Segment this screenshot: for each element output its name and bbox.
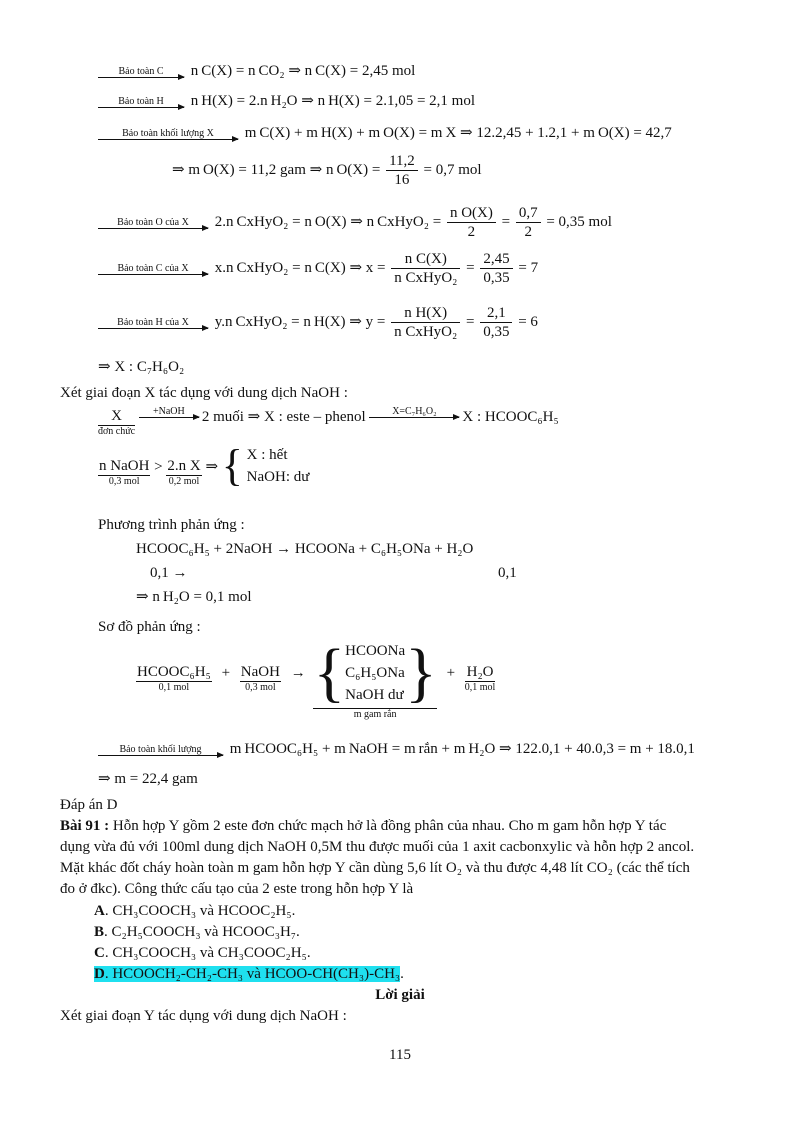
- arrow-label: Bảo toàn C của X: [117, 262, 189, 274]
- denominator: 2: [467, 224, 476, 240]
- equation: = 6: [518, 313, 538, 330]
- reaction-arrow: [98, 128, 238, 140]
- reaction-arrow: [139, 406, 199, 418]
- page-number: 115: [389, 1047, 411, 1063]
- equation: n H(X) = 2.n H₂O ⇒ n H(X) = 2.1,05 = 2,1 mol: [190, 93, 475, 109]
- option-text: . C₂H₅COOCH₃ và HCOOC₃H₇.: [104, 924, 300, 940]
- mass-result: ⇒ m = 22,4 gam: [98, 771, 198, 787]
- subheading: Phương trình phản ứng :: [98, 517, 245, 533]
- term: H₂O: [466, 664, 494, 680]
- product-mixture: { HCOONa C₆H₅ONa NaOH dư } m gam rắn: [313, 636, 437, 720]
- equation: x.n CxHyO₂ = n C(X) ⇒ x =: [214, 259, 386, 276]
- mass-balance-line: [98, 740, 695, 758]
- reaction-scheme: HCOOC₆H₅ 0,1 mol + NaOH 0,3 mol → { HCOONa C₆H₅ONa NaOH dư } m gam rắn + H₂O 0,1 mol: [137, 636, 496, 720]
- numerator: 2,45: [480, 250, 512, 269]
- reaction-arrow: [98, 263, 208, 275]
- question-title: Bài 91 :: [60, 818, 110, 834]
- subheading: Sơ đồ phản ứng :: [98, 619, 201, 635]
- section-heading: Xét giai đoạn X tác dụng với dung dịch NaOH :: [60, 385, 348, 401]
- conservation-h-line: [98, 92, 475, 110]
- conservation-c-line: [98, 62, 415, 80]
- underbrace-term: [465, 664, 496, 694]
- term: NaOH: [240, 664, 280, 680]
- underbrace-term: [98, 408, 135, 438]
- oxygen-mass-line: [172, 152, 482, 189]
- option-key: A: [94, 903, 105, 919]
- numerator: 11,2: [386, 152, 418, 171]
- question-line-4: đo ở đkc). Công thức cấu tạo của 2 este trong hỗn hợp Y là: [60, 881, 414, 897]
- denominator: n CxHyO₂: [394, 324, 458, 340]
- option-key: B: [94, 924, 105, 940]
- water-moles: ⇒ n H₂O = 0,1 mol: [136, 589, 252, 605]
- option-c: [94, 944, 311, 962]
- term: X: [98, 408, 135, 426]
- answer-line: Đáp án D: [60, 797, 118, 813]
- numerator: n H(X): [391, 304, 460, 323]
- case-item: X : hết: [246, 447, 288, 463]
- term: HCOOC₆H₅: [137, 664, 211, 680]
- conservation-mass-line: [98, 124, 672, 142]
- fraction: [391, 250, 460, 287]
- term-caption: 0,2 mol: [168, 476, 200, 487]
- reaction-arrow: [369, 406, 459, 418]
- equation: ⇒ m O(X) = 11,2 gam ⇒ n O(X) =: [172, 161, 381, 178]
- option-key: C: [94, 945, 105, 961]
- fraction: [516, 204, 541, 241]
- formula-result: ⇒ X : C₇H₆O₂: [98, 359, 185, 375]
- arrow-label: Bảo toàn H: [118, 95, 164, 107]
- reaction-equation: HCOOC₆H₅ + 2NaOH → HCOONa + C₆H₅ONa + H₂O: [136, 541, 474, 557]
- arrow-label: X=C₇H₆O₂: [392, 406, 437, 417]
- underbrace-term: [166, 458, 201, 488]
- reaction-arrow: [98, 744, 223, 756]
- underbrace-term: [98, 458, 150, 488]
- arrow-label: Bảo toàn khối lượng: [119, 743, 202, 755]
- equation: = 7: [518, 259, 539, 276]
- numerator: 0,7: [516, 204, 541, 223]
- term-caption: 0,3 mol: [108, 476, 140, 487]
- naoh-reaction-line: [98, 408, 559, 438]
- term-caption: đơn chức: [98, 426, 136, 437]
- question-line-3: Mặt khác đốt cháy hoàn toàn m gam hỗn hợp Y cần dùng 5,6 lít O₂ và thu được 4,48 lít CO₂ (các thể tích: [60, 860, 690, 876]
- highlighted-answer: [94, 966, 400, 982]
- equation: m HCOOC₆H₅ + m NaOH = m rắn + m H₂O ⇒ 122.0,1 + 40.0,3 = m + 18.0,1: [229, 741, 695, 757]
- fraction: [391, 304, 460, 341]
- arrow-label: Bảo toàn O của X: [117, 216, 189, 228]
- denominator: 0,35: [483, 324, 510, 340]
- question-line-1: [60, 817, 666, 835]
- option-d: [94, 965, 404, 983]
- equation: y.n CxHyO₂ = n H(X) ⇒ y =: [214, 313, 386, 330]
- arrow-label: +NaOH: [152, 406, 185, 417]
- option-key: D: [94, 966, 105, 982]
- underbrace-term: [240, 664, 281, 694]
- conservation-c-x-line: Bảo toàn C của X x.n CxHyO₂ = n C(X) ⇒ x = $\frac{\text{n C(X)}}{\text{n CxHyO₂}}$ = $\frac{2,45}{0,35}$ = 7: [98, 250, 538, 287]
- equation: X : HCOOC₆H₅: [462, 409, 559, 425]
- fraction: [480, 250, 512, 287]
- product-item: C₆H₅ONa: [345, 665, 405, 681]
- solution-title-text: Lời giải: [375, 987, 425, 1003]
- product-item: HCOONa: [345, 643, 406, 659]
- denominator: 16: [394, 172, 410, 188]
- denominator: n CxHyO₂: [394, 270, 458, 286]
- solution-title: [0, 986, 800, 1004]
- option-text: . CH₃COOCH₃ và HCOOC₂H₅.: [104, 903, 296, 919]
- question-text: Hỗn hợp Y gồm 2 este đơn chức mạch hở là đồng phân của nhau. Cho m gam hỗn hợp Y tác: [109, 818, 667, 834]
- equation: = 0,7 mol: [423, 161, 482, 178]
- option-text: . CH₃COOCH₃ và CH₃COOC₂H₅.: [104, 945, 311, 961]
- equation: = 0,35 mol: [546, 213, 612, 230]
- arrow-label: Bảo toàn H của X: [117, 316, 189, 328]
- comparison-line: n NaOH 0,3 mol > 2.n X 0,2 mol ⇒ { X : hết NaOH: dư: [99, 441, 310, 490]
- product-item: NaOH dư: [345, 687, 404, 703]
- option-text: . HCOOCH₂-CH₂-CH₃ và HCOO-CH(CH₃)-CH₃: [104, 966, 401, 982]
- numerator: n O(X): [447, 204, 496, 223]
- option-b: [94, 923, 300, 941]
- conservation-o-x-line: Bảo toàn O của X 2.n CxHyO₂ = n O(X) ⇒ n CxHyO₂ = $\frac{\text{n O(X)}}{2}$ = $\frac{0,7}{2}$ = 0,35 mol: [98, 204, 612, 241]
- term: n NaOH: [99, 458, 150, 474]
- arrow-label: Bảo toàn C: [118, 65, 164, 77]
- term-caption: 0,3 mol: [245, 682, 276, 693]
- option-a: [94, 902, 295, 920]
- section-heading: Xét giai đoạn Y tác dụng với dung dịch NaOH :: [60, 1008, 347, 1024]
- conservation-h-x-line: Bảo toàn H của X y.n CxHyO₂ = n H(X) ⇒ y = $\frac{\text{n H(X)}}{\text{n CxHyO₂}}$ = $\frac{2,1}{0,35}$ = 6: [98, 304, 538, 341]
- question-line-2: dụng vừa đủ với 100ml dung dịch NaOH 0,5M thu được muối của 1 axit cacbonxylic và hỗn hợp 2 ancol.: [60, 839, 695, 855]
- option-end: .: [400, 966, 404, 982]
- numerator: n C(X): [391, 250, 460, 269]
- reaction-arrow: [98, 66, 184, 78]
- mole-ratio-left: 0,1 →: [150, 565, 188, 581]
- equation: 2 muối ⇒ X : este – phenol: [201, 409, 366, 425]
- term-caption: m gam rắn: [353, 709, 397, 720]
- denominator: 0,35: [483, 270, 510, 286]
- equation: m C(X) + m H(X) + m O(X) = m X ⇒ 12.2,45 + 1.2,1 + m O(X) = 42,7: [244, 125, 672, 141]
- reaction-arrow: [98, 96, 184, 108]
- numerator: 2,1: [480, 304, 512, 323]
- term: 2.n X: [167, 458, 201, 474]
- equation: n C(X) = n CO₂ ⇒ n C(X) = 2,45 mol: [190, 63, 416, 79]
- fraction: [447, 204, 496, 241]
- underbrace-term: [136, 664, 212, 694]
- mole-ratio-right: 0,1: [498, 565, 517, 581]
- reaction-arrow: [98, 217, 208, 229]
- term-caption: 0,1 mol: [464, 682, 496, 693]
- fraction: [480, 304, 512, 341]
- equation: 2.n CxHyO₂ = n O(X) ⇒ n CxHyO₂ =: [214, 213, 442, 230]
- fraction: [386, 152, 418, 189]
- arrow-label: Bảo toàn khối lượng X: [122, 127, 214, 139]
- term-caption: 0,1 mol: [158, 682, 190, 693]
- case-item: NaOH: dư: [246, 469, 310, 485]
- reaction-arrow: [98, 317, 208, 329]
- denominator: 2: [524, 224, 532, 240]
